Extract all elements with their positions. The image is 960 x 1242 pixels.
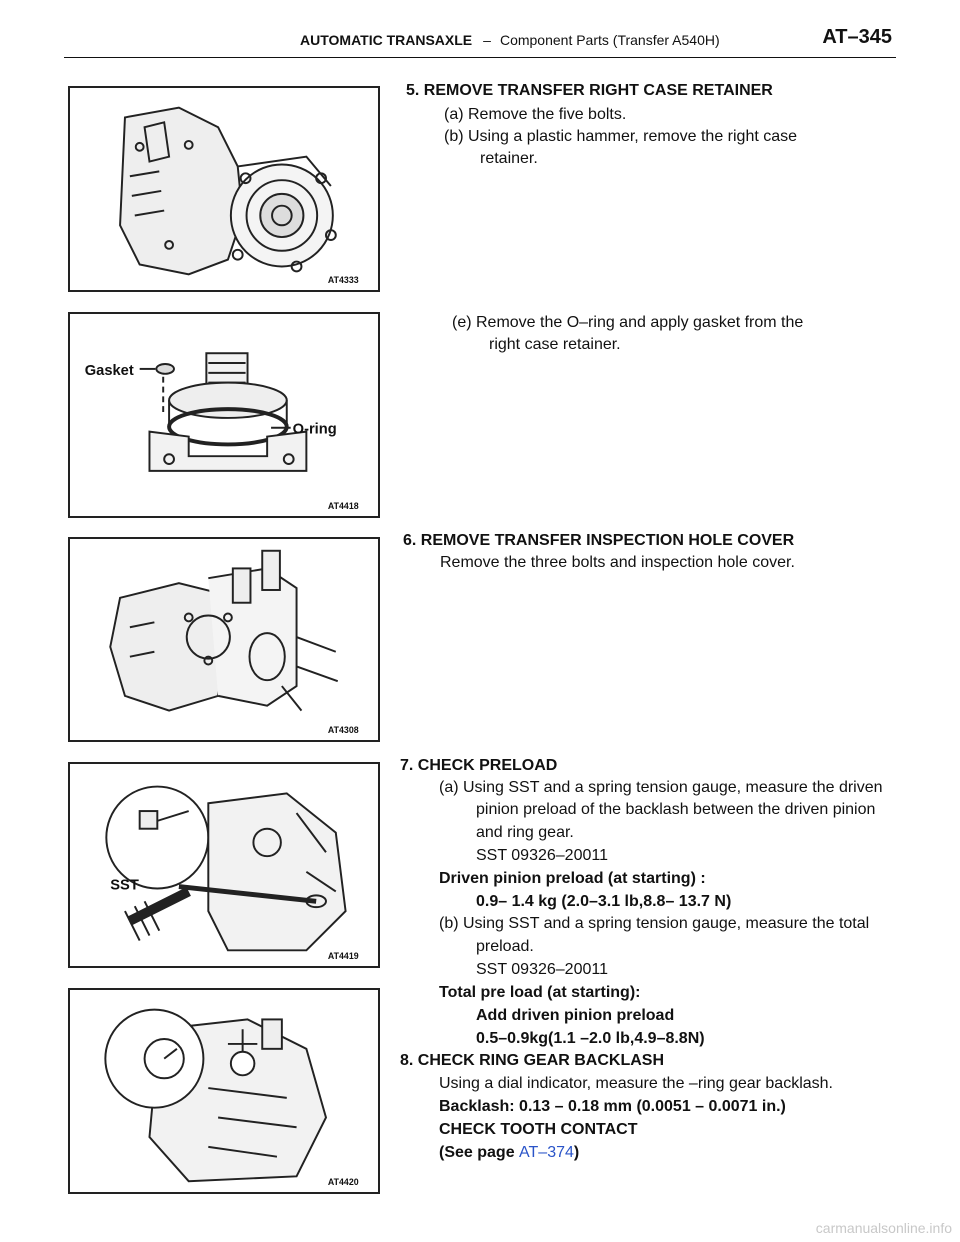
figure-drawing-5 <box>70 990 378 1192</box>
page-link-at374[interactable]: AT–374 <box>519 1144 574 1161</box>
see-page-prefix: (See page <box>439 1144 520 1161</box>
figure-oring-gasket <box>68 312 380 518</box>
step5-title: 5. REMOVE TRANSFER RIGHT CASE RETAINER <box>406 82 773 99</box>
figure-drawing-3 <box>70 539 378 740</box>
step7-a-line3: and ring gear. <box>476 824 574 841</box>
header-title <box>300 32 720 48</box>
step5-e-line1: (e) Remove the O–ring and apply gasket from the <box>452 314 804 331</box>
figure-code: AT4420 <box>327 1177 359 1188</box>
step7-spec1-label: Driven pinion preload (at starting) : <box>439 870 706 887</box>
step8-see-page <box>439 1142 579 1164</box>
figure-drawing-1 <box>70 88 378 290</box>
step8-spec: Backlash: 0.13 – 0.18 mm (0.0051 – 0.0071 in.) <box>439 1098 786 1115</box>
step6-title: 6. REMOVE TRANSFER INSPECTION HOLE COVER <box>403 532 795 549</box>
oring-label: O-ring <box>292 421 337 438</box>
watermark: carmanualsonline.info <box>815 1220 952 1236</box>
step7-spec2-line2: 0.5–0.9kg(1.1 –2.0 lb,4.9–8.8N) <box>476 1030 705 1047</box>
step7-a-line2: pinion preload of the backlash between the driven pinion <box>476 801 876 818</box>
step7-a-line1: (a) Using SST and a spring tension gauge, measure the driven <box>439 779 883 796</box>
step7-spec2-label: Total pre load (at starting): <box>439 984 641 1001</box>
figure-inspection-cover <box>68 537 380 742</box>
step7-spec2-line1: Add driven pinion preload <box>476 1007 675 1024</box>
page-header <box>64 24 896 64</box>
section-name: AUTOMATIC TRANSAXLE <box>300 32 473 48</box>
header-separator: – <box>483 32 491 48</box>
figure-code: AT4418 <box>327 501 359 512</box>
figure-drawing-2 <box>70 314 378 516</box>
step6-body: Remove the three bolts and inspection hole cover. <box>440 554 795 571</box>
step8-contact: CHECK TOOTH CONTACT <box>439 1121 638 1138</box>
step5-e-line2: right case retainer. <box>489 336 621 353</box>
step7-b-line1: (b) Using SST and a spring tension gauge, measure the total <box>439 915 870 932</box>
figure-backlash-check <box>68 988 380 1194</box>
step5-a: (a) Remove the five bolts. <box>444 106 627 123</box>
step7-b-sst: SST 09326–20011 <box>476 961 608 978</box>
step7-title: 7. CHECK PRELOAD <box>400 757 558 774</box>
figure-code: AT4419 <box>327 951 359 962</box>
figure-code: AT4333 <box>327 275 359 286</box>
figure-code: AT4308 <box>327 725 359 736</box>
header-rule <box>64 57 896 58</box>
sst-label: SST <box>110 877 139 894</box>
step5-b-line2: retainer. <box>480 150 538 167</box>
figure-preload-check <box>68 762 380 968</box>
step7-spec1-value: 0.9– 1.4 kg (2.0–3.1 lb,8.8– 13.7 N) <box>476 893 732 910</box>
page-number: AT–345 <box>822 26 892 48</box>
see-page-suffix: ) <box>573 1144 580 1161</box>
step8-title: 8. CHECK RING GEAR BACKLASH <box>400 1052 665 1069</box>
gasket-label: Gasket <box>84 362 134 379</box>
step8-body: Using a dial indicator, measure the –ring gear backlash. <box>439 1075 833 1092</box>
step5-b-line1: (b) Using a plastic hammer, remove the right case <box>444 128 798 145</box>
figure-case-retainer <box>68 86 380 292</box>
step7-b-line2: preload. <box>476 938 534 955</box>
step7-a-sst: SST 09326–20011 <box>476 847 608 864</box>
figure-drawing-4 <box>70 764 378 966</box>
subsection-name: Component Parts (Transfer A540H) <box>499 32 720 48</box>
